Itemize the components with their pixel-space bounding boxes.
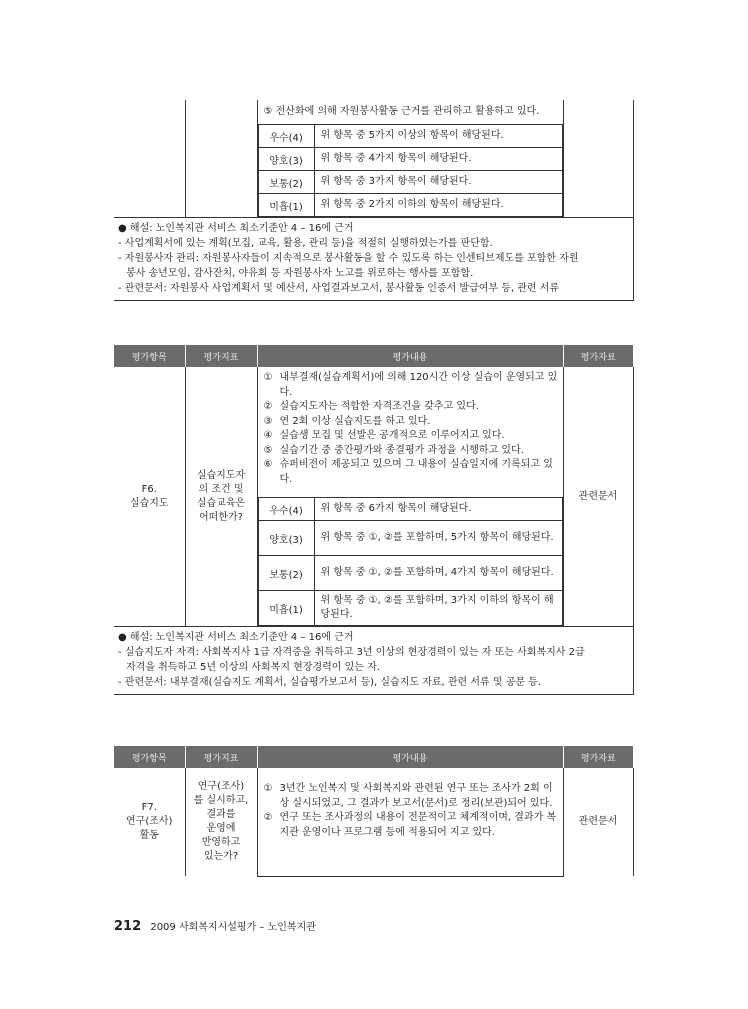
content-cell <box>257 100 563 218</box>
indicator-cell <box>185 768 257 876</box>
note-line: - 관련문서: 자원봉사 사업계획서 및 예산서, 사업결과보고서, 봉사활동 인증서 발급여부 등, 관련 서류 <box>118 283 560 294</box>
criteria-item: ③ 연 2회 이상 실습지도를 하고 있다. <box>263 415 431 427</box>
indicator-line: 결과를 <box>206 809 236 820</box>
criteria-item: ④ 실습생 모집 및 선발은 공개적으로 이루어지고 있다. <box>263 430 505 441</box>
item-name-line: 연구(조사) <box>126 816 173 827</box>
notes-cell <box>114 218 633 301</box>
header-indicator: 평가지표 <box>185 345 257 367</box>
note-line: ● 해설: 노인복지관 서비스 최소기준안 4 – 16에 근거 <box>118 632 354 643</box>
indicator-line: 연구(조사) <box>197 781 245 792</box>
level-row: 보통(2) 위 항목 중 ①, ②를 포함하며, 4가지 항목이 해당된다. <box>258 556 562 591</box>
note-line: - 실습지도자 자격: 사회복지사 1급 자격증을 취득하고 3년 이상의 현장경력이 있는 자 또는 사회복지사 2급 <box>118 647 585 658</box>
item-code: F7. <box>141 802 157 813</box>
level-row: 우수(4) 위 항목 중 6가지 항목이 해당된다. <box>258 498 562 521</box>
notes-cell <box>114 627 633 695</box>
note-line: 봉사 송년모임, 감사잔치, 야유회 등 자원봉사자 노고를 위로하는 행사를 포함함. <box>126 268 474 279</box>
research-section <box>114 746 633 877</box>
note-line: - 관련문서: 내부결재(실습지도 계획서, 실습평가보고서 등), 실습지도 자료, 관련 서류 및 공문 등. <box>118 677 542 688</box>
volunteer-section <box>114 100 633 301</box>
level-row: 양호(3) 위 항목 중 ①, ②를 포함하며, 5가지 항목이 해당된다. <box>258 521 562 556</box>
note-line: ● 해설: 노인복지관 서비스 최소기준안 4 – 16에 근거 <box>118 223 354 234</box>
practicum-section <box>114 345 633 695</box>
content-cell <box>257 768 563 876</box>
footer-title: 2009 사회복지시설평가 – 노인복지관 <box>150 922 316 933</box>
material-cell <box>563 100 633 218</box>
item-name: 실습지도 <box>129 497 169 509</box>
level-table <box>258 124 563 217</box>
criteria-list <box>258 367 563 497</box>
table-header <box>114 746 633 768</box>
item-name-line: 활동 <box>139 830 159 841</box>
practicum-table <box>114 345 634 695</box>
header-content: 평가내용 <box>257 345 563 367</box>
indicator-line: 실습교육은 <box>196 497 246 509</box>
item-cell <box>114 768 185 876</box>
indicator-line: 실습지도자 <box>196 469 246 481</box>
notes <box>114 627 633 694</box>
content-cell <box>257 367 563 627</box>
item-cell <box>114 367 185 627</box>
content-item-5: ⑤ 전산화에 의해 자원봉사활동 근거를 관리하고 활용하고 있다. <box>263 106 540 117</box>
indicator-line: 반영하고 <box>201 837 241 848</box>
item-code: F6. <box>141 483 157 495</box>
indicator-line: 어떠한가? <box>199 511 243 523</box>
header-content: 평가내용 <box>257 746 563 768</box>
material-cell: 관련문서 <box>563 367 633 627</box>
level-row: 양호(3) 위 항목 중 4가지 항목이 해당된다. <box>258 148 562 171</box>
research-table <box>114 746 634 877</box>
level-row: 보통(2) 위 항목 중 3가지 항목이 해당된다. <box>258 171 562 194</box>
note-line: - 사업계획서에 있는 계획(모집, 교육, 활용, 관리 등)을 적절히 실행하였는가를 판단함. <box>118 238 493 249</box>
header-item: 평가항목 <box>114 746 185 768</box>
note-line: - 자원봉사자 관리: 자원봉사자들이 지속적으로 봉사활동을 할 수 있도록 하는 인센티브제도를 포함한 자원 <box>118 253 579 264</box>
notes <box>114 218 633 300</box>
level-row: 미흡(1) 위 항목 중 ①, ②를 포함하며, 3가지 이하의 항목이 해당된다. <box>258 591 562 626</box>
criteria-item: ① 3년간 노인복지 및 사회복지와 관련된 연구 또는 조사가 2회 이상 실시되었고, 그 결과가 보고서(문서)로 정리(보관)되어 있다. <box>263 783 553 809</box>
criteria-item: ② 실습지도자는 적합한 자격조건을 갖추고 있다. <box>263 401 479 412</box>
indicator-cell <box>185 367 257 627</box>
item-cell <box>114 100 185 218</box>
criteria-item: ② 연구 또는 조사과정의 내용이 전문적이고 체계적이며, 결과가 복지관 운영이나 프로그램 등에 적용되어 지고 있다. <box>263 812 557 838</box>
note-line: 자격을 취득하고 5년 이상의 사회복지 현장경력이 있는 자. <box>126 662 380 673</box>
header-indicator: 평가지표 <box>185 746 257 768</box>
level-row: 미흡(1) 위 항목 중 2가지 이하의 항목이 해당된다. <box>258 194 562 217</box>
criteria-item: ⑥ 슈퍼비전이 제공되고 있으며 그 내용이 실습일지에 기록되고 있다. <box>263 459 553 485</box>
header-material: 평가자료 <box>563 345 633 367</box>
page-number: 212 <box>114 919 142 934</box>
table-header <box>114 345 633 367</box>
material-cell: 관련문서 <box>563 768 633 876</box>
indicator-cell <box>185 100 257 218</box>
indicator-line: 운영에 <box>206 823 236 834</box>
header-material: 평가자료 <box>563 746 633 768</box>
criteria-item: ⑤ 실습기간 중 중간평가와 종결평가 과정을 시행하고 있다. <box>263 444 524 456</box>
criteria-item: ① 내부결재(실습계획서)에 의해 120시간 이상 실습이 운영되고 있다. <box>263 372 558 398</box>
indicator-line: 있는가? <box>203 851 239 862</box>
indicator-line: 를 실시하고, <box>193 795 249 806</box>
indicator-line: 의 조건 및 <box>198 483 244 495</box>
level-table <box>258 497 563 626</box>
page-footer <box>114 918 316 934</box>
header-item: 평가항목 <box>114 345 185 367</box>
criteria-list <box>258 768 563 842</box>
level-row: 우수(4) 위 항목 중 5가지 이상의 항목이 해당된다. <box>258 125 562 148</box>
volunteer-table <box>114 100 634 301</box>
